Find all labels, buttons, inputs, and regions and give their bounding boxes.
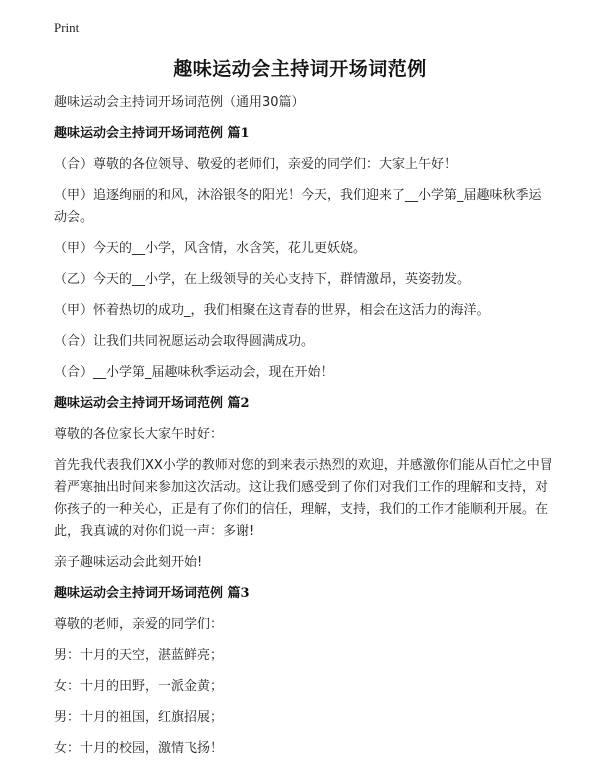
- paragraph: 尊敬的老师，亲爱的同学们：: [54, 617, 224, 632]
- section-heading: 趣味运动会主持词开场词范例 篇3: [54, 586, 250, 601]
- paragraph: 男：十月的祖国，红旗招展；: [54, 710, 224, 725]
- paragraph: 女：十月的校园，激情飞扬！: [54, 741, 224, 756]
- section-heading: 趣味运动会主持词开场词范例 篇1: [54, 126, 250, 141]
- document-subtitle: 趣味运动会主持词开场词范例（通用30篇）: [54, 95, 305, 110]
- paragraph: 女：十月的田野，一派金黄；: [54, 679, 224, 694]
- paragraph: 首先我代表我们XX小学的教师对您的到来表示热烈的欢迎，并感激你们能从百忙之中冒着严寒抽出时间来参加这次活动。这让我们感受到了你们对我们工作的理解和支持，对你孩子的一种关心，正是有了你们的信任，理解，支持，我们的工作才能顺利开展。在此，我真诚的对你们说一声：多谢!: [54, 458, 553, 539]
- paragraph: （合）尊敬的各位领导、敬爱的老师们，亲爱的同学们：大家上午好！: [54, 157, 458, 172]
- paragraph: （甲）今天的__小学，风含情，水含笑，花儿更妖娆。: [54, 241, 367, 256]
- section-heading: 趣味运动会主持词开场词范例 篇2: [54, 396, 250, 411]
- paragraph: （合）让我们共同祝愿运动会取得圆满成功。: [54, 334, 315, 349]
- paragraph: （乙）今天的__小学，在上级领导的关心支持下，群情激昂，英姿勃发。: [54, 272, 471, 287]
- document-title: 趣味运动会主持词开场词范例: [173, 58, 427, 80]
- paragraph: 亲子趣味运动会此刻开始!: [54, 555, 203, 570]
- paragraph: （甲）怀着热切的成功_，我们相聚在这青春的世界，相会在这活力的海洋。: [54, 303, 490, 318]
- paragraph: 尊敬的各位家长大家午时好：: [54, 427, 224, 442]
- print-label[interactable]: Print: [54, 20, 80, 35]
- paragraph: 男：十月的天空，湛蓝鲜亮；: [54, 648, 224, 663]
- paragraph: （合）__小学第_届趣味秋季运动会，现在开始！: [54, 365, 334, 380]
- paragraph: （甲）追逐绚丽的和风，沐浴银冬的阳光！今天，我们迎来了__小学第_届趣味秋季运动会。: [54, 188, 542, 225]
- document-body: [54, 92, 554, 769]
